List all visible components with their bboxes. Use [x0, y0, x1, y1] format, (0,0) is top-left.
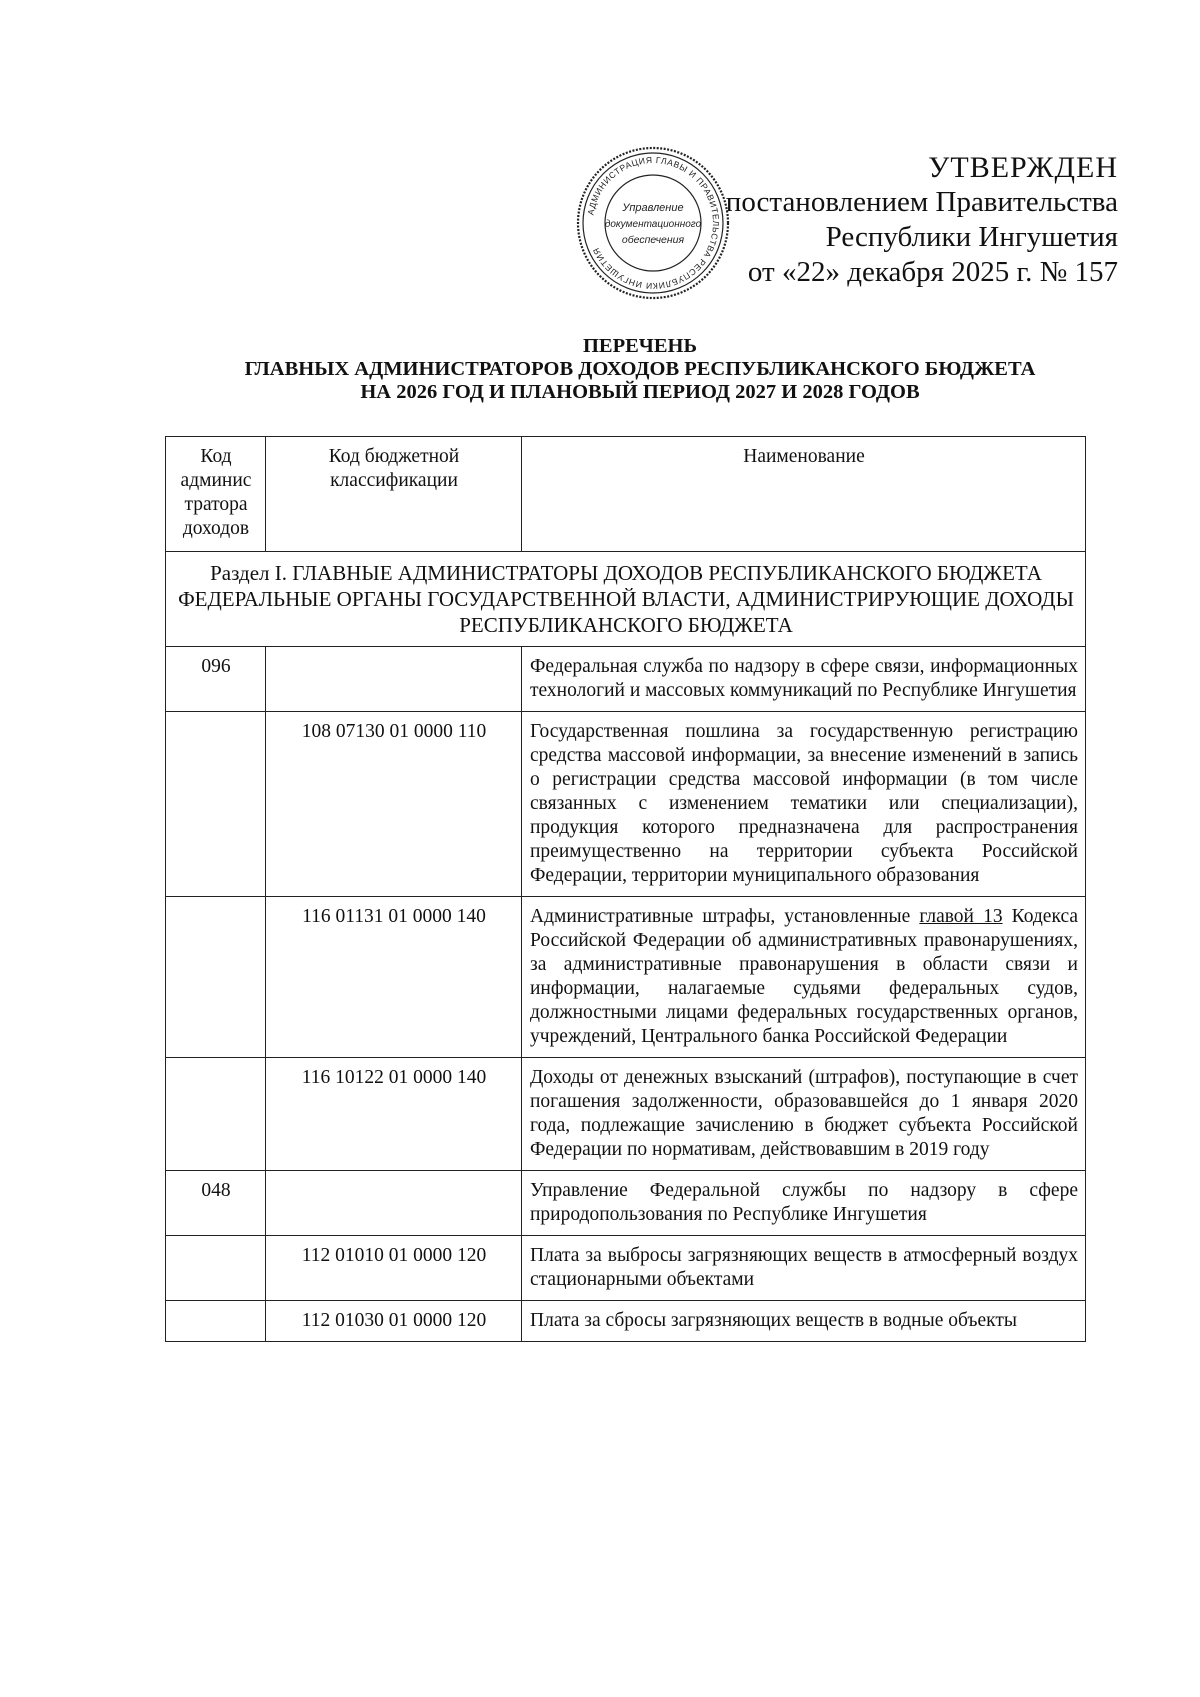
- name-cell: Плата за выбросы загрязняющих веществ в атмосферный воздух стационарными объектами: [522, 1236, 1086, 1301]
- header-name: Наименование: [522, 437, 1086, 552]
- stamp-center-line2: документационного: [604, 219, 702, 230]
- document-title: [150, 335, 1130, 404]
- stamp-center-line3: обеспечения: [621, 234, 685, 246]
- admin-code-cell: [166, 1301, 266, 1342]
- revenue-administrators-table: [165, 436, 1086, 1342]
- stamp-ring-text: АДМИНИСТРАЦИЯ ГЛАВЫ И ПРАВИТЕЛЬСТВА РЕСПУБЛИКИ ИНГУШЕТИЯ: [585, 154, 722, 292]
- budget-code-cell: [266, 647, 522, 712]
- approval-line-2: Республики Ингушетия: [825, 221, 1118, 253]
- budget-code-cell: 112 01010 01 0000 120: [266, 1236, 522, 1301]
- approval-title: УТВЕРЖДЕН: [928, 151, 1118, 184]
- official-stamp: [575, 145, 731, 301]
- budget-code-cell: 108 07130 01 0000 110: [266, 712, 522, 897]
- admin-code-cell: [166, 897, 266, 1058]
- name-text-after: Кодекса Российской Федерации об административных правонарушениях, за административные правонарушения в области связи и информации, налагаемые судьями федеральных судов, должностными лицами федеральных государственных органов, учреждений, Центрального банка Российской Федерации: [530, 906, 1078, 1047]
- name-cell: Управление Федеральной службы по надзору в сфере природопользования по Республике Ингушетия: [522, 1171, 1086, 1236]
- admin-code-cell: [166, 712, 266, 897]
- name-cell: Доходы от денежных взысканий (штрафов), поступающие в счет погашения задолженности, образовавшейся до 1 января 2020 года, подлежащие зачислению в бюджет субъекта Российской Федерации по нормативам, действовавшим в 2019 году: [522, 1058, 1086, 1171]
- table-row: [166, 1171, 1086, 1236]
- section-title: Раздел I. ГЛАВНЫЕ АДМИНИСТРАТОРЫ ДОХОДОВ РЕСПУБЛИКАНСКОГО БЮДЖЕТА ФЕДЕРАЛЬНЫЕ ОРГАНЫ ГОСУДАРСТВЕННОЙ ВЛАСТИ, АДМИНИСТРИРУЮЩИЕ ДОХОДЫ РЕСПУБЛИКАНСКОГО БЮДЖЕТА: [166, 552, 1086, 647]
- table-header-row: [166, 437, 1086, 552]
- admin-code-cell: 096: [166, 647, 266, 712]
- table-row: [166, 1236, 1086, 1301]
- approval-line-1: постановлением Правительства: [725, 186, 1118, 218]
- admin-code-cell: [166, 1058, 266, 1171]
- name-cell: Федеральная служба по надзору в сфере связи, информационных технологий и массовых коммуникаций по Республике Ингушетия: [522, 647, 1086, 712]
- approval-block: [726, 150, 1118, 290]
- header-admin-code: Код админис тратора доходов: [166, 437, 266, 552]
- table-row: [166, 1301, 1086, 1342]
- admin-code-cell: 048: [166, 1171, 266, 1236]
- name-text-before: Административные штрафы, установленные: [530, 906, 920, 927]
- admin-code-cell: [166, 1236, 266, 1301]
- title-line-1: ПЕРЕЧЕНЬ: [582, 335, 698, 357]
- budget-code-cell: 116 10122 01 0000 140: [266, 1058, 522, 1171]
- section-row: [166, 552, 1086, 647]
- title-line-2: ГЛАВНЫХ АДМИНИСТРАТОРОВ ДОХОДОВ РЕСПУБЛИКАНСКОГО БЮДЖЕТА: [244, 358, 1036, 380]
- table-row: [166, 1058, 1086, 1171]
- chapter-13-link[interactable]: главой 13: [919, 906, 1003, 927]
- name-cell: [522, 897, 1086, 1058]
- budget-code-cell: 112 01030 01 0000 120: [266, 1301, 522, 1342]
- table-row: [166, 712, 1086, 897]
- budget-code-cell: 116 01131 01 0000 140: [266, 897, 522, 1058]
- budget-code-cell: [266, 1171, 522, 1236]
- title-line-3: НА 2026 ГОД И ПЛАНОВЫЙ ПЕРИОД 2027 И 2028 ГОДОВ: [360, 381, 920, 403]
- table-row: [166, 647, 1086, 712]
- header-budget-code: Код бюджетной классификации: [266, 437, 522, 552]
- name-cell: Плата за сбросы загрязняющих веществ в водные объекты: [522, 1301, 1086, 1342]
- table-row: [166, 897, 1086, 1058]
- name-cell: Государственная пошлина за государственную регистрацию средства массовой информации, за внесение изменений в запись о регистрации средства массовой информации (в том числе связанных с изменением тематики или специализации), продукция которого предназначена для распространения преимущественно на территории субъекта Российской Федерации, территории муниципального образования: [522, 712, 1086, 897]
- stamp-center-line1: Управление: [622, 202, 684, 214]
- approval-line-3: от «22» декабря 2025 г. № 157: [747, 256, 1118, 288]
